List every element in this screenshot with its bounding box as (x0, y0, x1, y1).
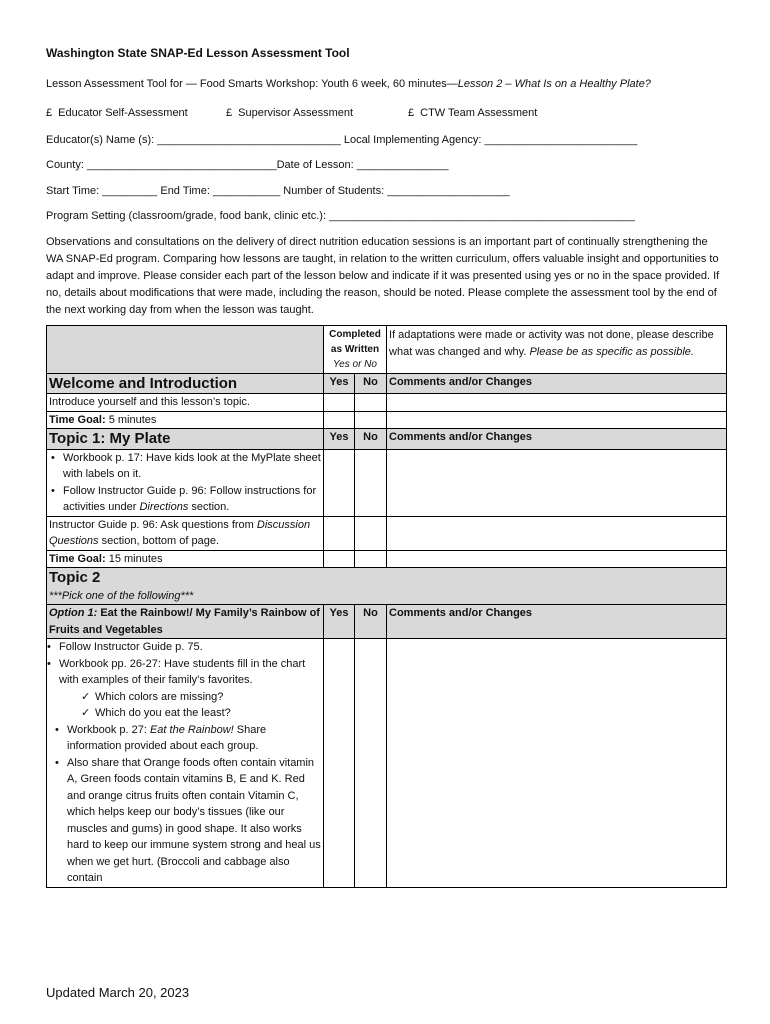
checkbox-icon[interactable]: £ (226, 107, 233, 120)
yes-cell[interactable] (324, 639, 355, 888)
option-ctw-team-assessment[interactable] (408, 105, 537, 122)
list-item (67, 722, 321, 755)
item-italic: Eat the Rainbow! (149, 723, 234, 736)
no-header: No (355, 605, 387, 639)
checklist (49, 689, 321, 722)
activity-cell: Introduce yourself and this lesson’s topic. (47, 394, 324, 412)
subtitle-text: Lesson Assessment Tool for — Food Smarts Workshop: Youth 6 week, 60 minutes— (46, 78, 458, 90)
activity-list (49, 722, 321, 887)
time-goal-cell (47, 550, 324, 568)
no-header: No (355, 373, 387, 394)
table-row (47, 639, 727, 888)
educator-agency-fields[interactable]: Educator(s) Name (s): ______________________________ Local Implementing Agency: _________________________ (46, 133, 638, 146)
option-label: Option 1: (49, 607, 98, 620)
note-italic: Please be as specific as possible. (529, 345, 694, 358)
list-item: • Workbook p. 17: Have kids look at the MyPlate sheet with labels on it. (63, 450, 321, 483)
yes-header: Yes (324, 373, 355, 394)
no-cell[interactable] (355, 550, 387, 568)
checklist-item: ✓ Which do you eat the least? (95, 705, 321, 722)
header-blank-cell (47, 325, 324, 373)
time-goal-label: Time Goal: (49, 552, 106, 565)
topic2-title-cell (47, 568, 727, 605)
option-label: Supervisor Assessment (238, 107, 354, 120)
yes-header: Yes (324, 429, 355, 450)
section-title-topic1: Topic 1: My Plate (47, 429, 324, 450)
comments-cell[interactable] (387, 639, 727, 888)
comments-cell[interactable] (387, 411, 727, 429)
list-item: • Also share that Orange foods often contain vitamin A, Green foods contain vitamins B, E and K. Red and orange citrus fruits often contain Vitamin C, which helps keep our body’s tissues (like our muscles and gums) in good shape. It also works hard to keep our immune system strong and heal us when we get hurt. (Broccoli and cabbage also contain (67, 755, 321, 887)
county-date-fields[interactable]: County: _______________________________Date of Lesson: _______________ (46, 159, 449, 172)
comments-header: Comments and/or Changes (387, 429, 727, 450)
lesson-subtitle (46, 76, 726, 93)
completed-header (324, 325, 387, 373)
time-goal-value: 5 minutes (105, 413, 157, 426)
no-cell[interactable] (355, 516, 387, 550)
activity-list (49, 639, 321, 689)
table-row (47, 516, 727, 550)
yes-cell[interactable] (324, 550, 355, 568)
list-item: • Workbook pp. 26-27: Have students fill in the chart with examples of their family’s favorites. (59, 656, 321, 689)
table-header-row (47, 325, 727, 373)
section-title-welcome: Welcome and Introduction (47, 373, 324, 394)
item-text: Instructor Guide p. 96: Ask questions from (49, 518, 257, 531)
list-item (63, 483, 321, 516)
section-title-topic2: Topic 2 (49, 569, 101, 587)
time-goal-cell (47, 411, 324, 429)
time-goal-value: 15 minutes (105, 552, 163, 565)
option-title: Eat the Rainbow!/ My Family’s Rainbow of Fruits and Vegetables (49, 607, 320, 636)
comments-header: Comments and/or Changes (387, 605, 727, 639)
welcome-section-row (47, 373, 727, 394)
completed-header-line1: Completed (329, 328, 381, 340)
yes-cell[interactable] (324, 411, 355, 429)
activity-list (49, 450, 321, 516)
instructions-paragraph: Observations and consultations on the delivery of direct nutrition education sessions is an important part of continually strengthening the WA SNAP-Ed program. Comparing how lessons are taught, in relation to the written curriculum, offers valuable insight and opportunities to adapt and improve. Please consider each part of the lesson below and indicate if it was presented using yes or no in the space provided. If no, details about modifications that were made, including the reason, should be noted. Please complete the assessment tool by the end of the next working day from when the lesson was taught. (46, 235, 720, 316)
assessment-table (46, 325, 727, 888)
page-title: Washington State SNAP-Ed Lesson Assessment Tool (46, 46, 350, 60)
no-cell[interactable] (355, 394, 387, 412)
time-goal-label: Time Goal: (49, 413, 106, 426)
comments-cell[interactable] (387, 394, 727, 412)
option1-header-row (47, 605, 727, 639)
pick-one-note: ***Pick one of the following*** (49, 589, 194, 602)
no-cell[interactable] (355, 411, 387, 429)
item-text: Workbook p. 27: (67, 723, 150, 736)
item-italic: Discussion Questions (49, 518, 311, 548)
completed-header-line3: Yes or No (333, 358, 377, 370)
item-italic: Directions (139, 501, 189, 514)
completed-header-line2: as Written (330, 343, 380, 355)
comments-cell[interactable] (387, 449, 727, 516)
option-label: CTW Team Assessment (420, 107, 538, 120)
item-text: Share information provided about each group. (67, 723, 267, 753)
item-text: section, bottom of page. (98, 535, 219, 548)
checkbox-icon[interactable]: £ (46, 107, 53, 120)
program-setting-field[interactable]: Program Setting (classroom/grade, food bank, clinic etc.): __________________________________________________ (46, 210, 635, 223)
option-supervisor-assessment[interactable] (226, 105, 408, 122)
time-goal-row (47, 550, 727, 568)
yes-header: Yes (324, 605, 355, 639)
assessment-type-options (46, 105, 726, 122)
table-row (47, 394, 727, 412)
option1-title-cell (47, 605, 324, 639)
note-text: If adaptations were made or activity was not done, please describe what was changed and why. (389, 328, 714, 358)
time-goal-row (47, 411, 727, 429)
adaptations-note-header (387, 325, 727, 373)
footer-updated-date: Updated March 20, 2023 (46, 985, 190, 1000)
yes-cell[interactable] (324, 449, 355, 516)
comments-cell[interactable] (387, 516, 727, 550)
comments-cell[interactable] (387, 550, 727, 568)
option-label: Educator Self-Assessment (58, 107, 188, 120)
yes-cell[interactable] (324, 516, 355, 550)
option-educator-self-assessment[interactable] (46, 105, 226, 122)
item-text: Follow Instructor Guide p. 96: Follow instructions for activities under (63, 484, 317, 514)
checkbox-icon[interactable]: £ (408, 107, 415, 120)
no-cell[interactable] (355, 449, 387, 516)
no-header: No (355, 429, 387, 450)
item-text: section. (188, 501, 230, 514)
activity-cell (47, 449, 324, 516)
yes-cell[interactable] (324, 394, 355, 412)
time-students-fields[interactable]: Start Time: _________ End Time: ___________ Number of Students: ____________________ (46, 184, 510, 197)
table-row (47, 449, 727, 516)
topic2-section-row (47, 568, 727, 605)
checklist-item: ✓ Which colors are missing? (95, 689, 321, 706)
subtitle-lesson: Lesson 2 – What Is on a Healthy Plate? (457, 78, 651, 90)
assessment-form (46, 44, 726, 888)
topic1-section-row (47, 429, 727, 450)
activity-cell (47, 516, 324, 550)
no-cell[interactable] (355, 639, 387, 888)
list-item: • Follow Instructor Guide p. 75. (59, 639, 321, 656)
activity-cell (47, 639, 324, 888)
comments-header: Comments and/or Changes (387, 373, 727, 394)
